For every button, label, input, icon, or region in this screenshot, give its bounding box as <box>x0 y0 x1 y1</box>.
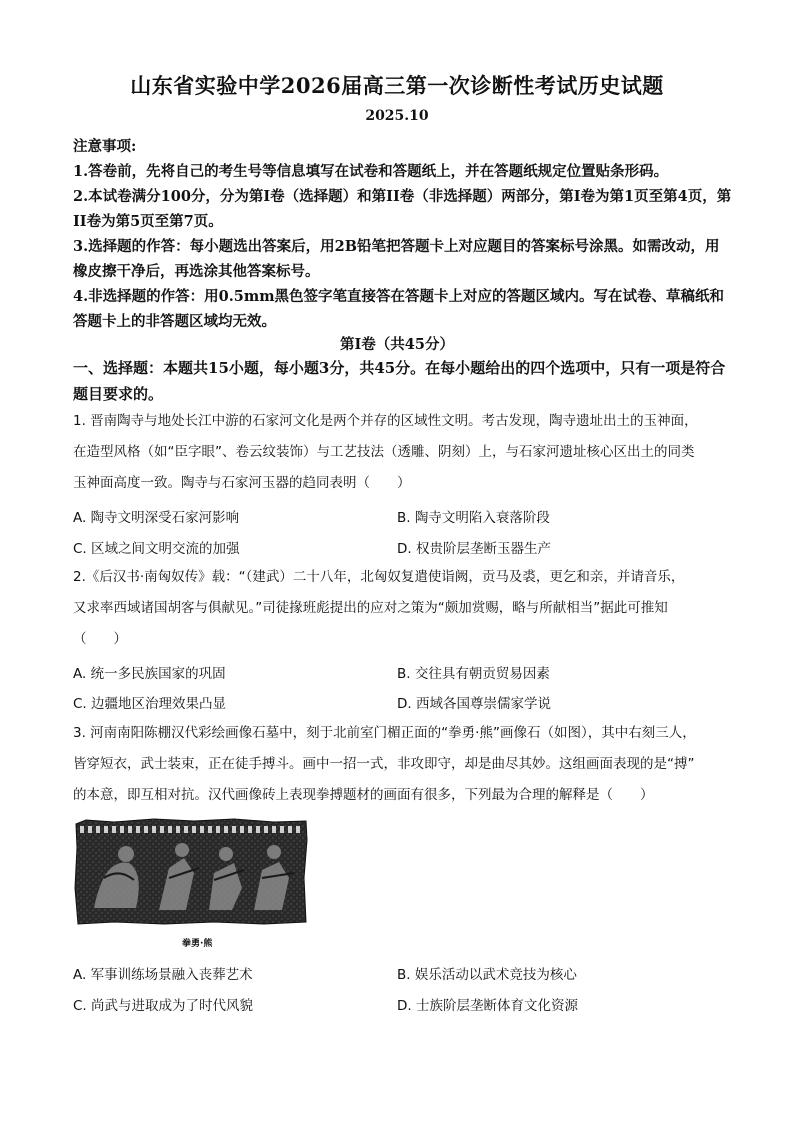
question-1-line-2: 在造型风格（如“臣字眼”、卷云纹装饰）与工艺技法（透雕、阴刻）上，与石家河遗址核心区出土的同类 <box>73 444 695 460</box>
exam-title: 山东省实验中学2026届高三第一次诊断性考试历史试题 <box>130 73 664 98</box>
notice-item-3: 3.选择题的作答：每小题选出答案后，用2B铅笔把答题卡上对应题目的答案标号涂黑。如需改动，用橡皮擦干净后，再选涂其他答案标号。 <box>73 238 720 280</box>
notice-item-1: 1.答卷前，先将自己的考生号等信息填写在试卷和答题纸上，并在答题纸规定位置贴条形码。 <box>73 163 669 180</box>
question-2-line-1: 2.《后汉书·南匈奴传》载：“（建武）二十八年，北匈奴复遣使诣阙，贡马及裘，更乞和亲，并请音乐， <box>73 569 685 585</box>
notice-item-2: 2.本试卷满分100分，分为第Ⅰ卷（选择题）和第II卷（非选择题）两部分，第Ⅰ卷为第1页至第4页，第II卷为第5页至第7页。 <box>73 188 732 230</box>
section-heading: 第Ⅰ卷（共45分） <box>340 336 454 353</box>
question-1-line-3: 玉神面高度一致。陶寺与石家河玉器的趋同表明（ ） <box>73 475 411 491</box>
exam-date: 2025.10 <box>365 108 429 124</box>
question-1-option-d[interactable]: D. 权贵阶层垄断玉器生产 <box>397 541 551 557</box>
notice-block <box>73 134 733 334</box>
question-2-option-a[interactable]: A. 统一多民族国家的巩固 <box>73 666 226 682</box>
stone-relief-image <box>74 818 308 926</box>
figure-caption: 拳勇·熊 <box>182 939 213 949</box>
question-3-option-d[interactable]: D. 士族阶层垄断体育文化资源 <box>397 998 578 1014</box>
question-1-option-c[interactable]: C. 区域之间文明交流的加强 <box>73 541 240 557</box>
notice-item-4: 4.非选择题的作答：用0.5mm黑色签字笔直接答在答题卡上对应的答题区域内。写在试卷、草稿纸和答题卡上的非答题区域均无效。 <box>73 288 725 330</box>
question-1-option-a[interactable]: A. 陶寺文明深受石家河影响 <box>73 510 240 526</box>
question-2-stem <box>73 562 733 655</box>
question-1-line-1: 1. 晋南陶寺与地处长江中游的石家河文化是两个并存的区域性文明。考古发现，陶寺遗址出土的玉神面， <box>73 413 698 429</box>
question-3-line-3: 的本意，即互相对抗。汉代画像砖上表现拳搏题材的画面有很多，下列最为合理的解释是（ ） <box>73 787 654 803</box>
question-2-line-2: 又求率西域诸国胡客与俱献见。”司徒掾班彪提出的应对之策为“颇加赏赐，略与所献相当”据此可推知 <box>73 600 668 616</box>
question-2-option-d[interactable]: D. 西域各国尊崇儒家学说 <box>397 696 551 712</box>
notice-heading: 注意事项: <box>73 138 137 155</box>
question-2-option-b[interactable]: B. 交往具有朝贡贸易因素 <box>397 666 550 682</box>
question-3-option-b[interactable]: B. 娱乐活动以武术竞技为核心 <box>397 967 577 983</box>
question-3-stem <box>73 718 733 811</box>
question-1-option-b[interactable]: B. 陶寺文明陷入衰落阶段 <box>397 510 550 526</box>
question-3-line-2: 皆穿短衣，武士装束，正在徒手搏斗。画中一招一式，非攻即守，却是曲尽其妙。这组画面表现的是“搏” <box>73 756 695 772</box>
question-2-line-3: （ ） <box>73 631 127 647</box>
question-1-stem <box>73 406 733 499</box>
part-description: 一、选择题：本题共15小题，每小题3分，共45分。在每小题给出的四个选项中，只有一项是符合题目要求的。 <box>73 359 726 403</box>
question-3-option-a[interactable]: A. 军事训练场景融入丧葬艺术 <box>73 967 253 983</box>
question-2-option-c[interactable]: C. 边疆地区治理效果凸显 <box>73 696 227 712</box>
question-3-line-1: 3. 河南南阳陈棚汉代彩绘画像石墓中，刻于北前室门楣正面的“拳勇·熊”画像石（如图），其中右刻三人， <box>73 725 696 741</box>
question-3-option-c[interactable]: C. 尚武与进取成为了时代风貌 <box>73 998 254 1014</box>
